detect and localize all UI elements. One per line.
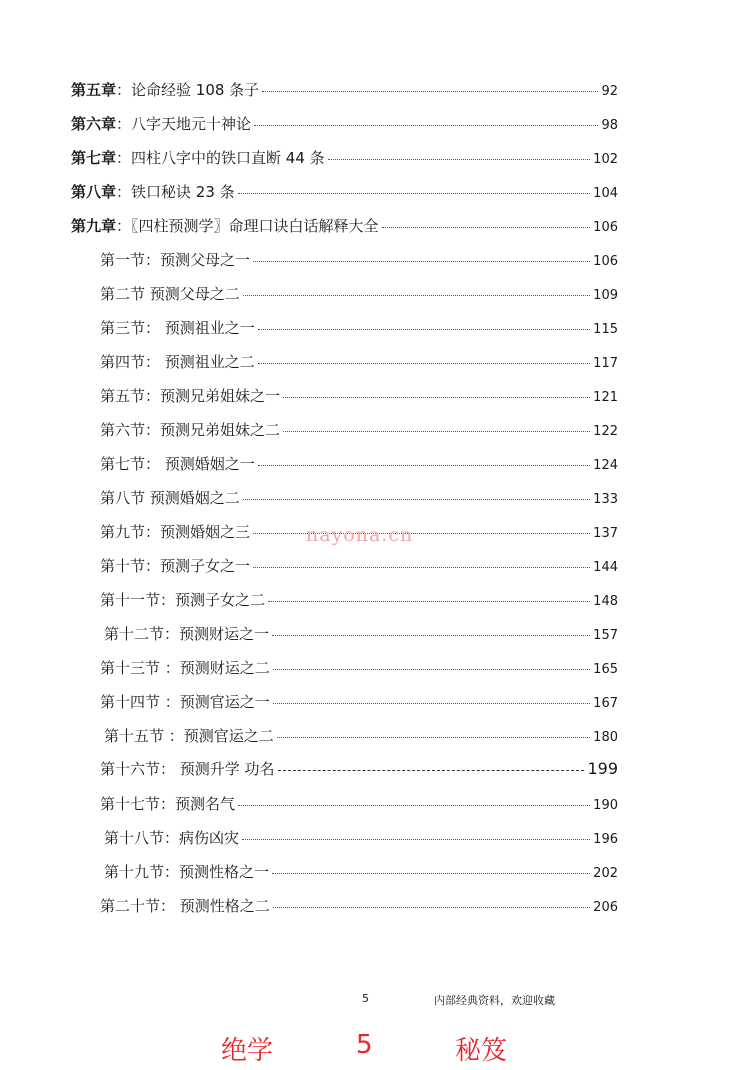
page-number: 106 [593,254,618,269]
toc-chapter-row[interactable] [71,181,618,205]
footer-page-number: 5 [362,992,369,1005]
toc-chapter-row[interactable] [71,147,618,171]
chapter-number: 第九章 [71,217,117,235]
dot-leader [262,91,598,92]
section-title: 第十九节：预测性格之一 [104,863,270,881]
dot-leader [273,703,590,704]
chapter-number: 第六章 [71,115,117,133]
toc-section-row[interactable] [100,758,618,782]
dot-leader [283,431,590,432]
dot-leader [258,363,590,364]
toc-section-row[interactable] [100,385,618,409]
page-number: 190 [593,798,618,813]
page-number: 121 [593,390,618,405]
page-number: 199 [587,759,618,778]
page-number: 122 [593,424,618,439]
toc-section-row[interactable] [100,419,618,443]
toc-section-row[interactable] [100,249,618,273]
page-number: 157 [593,628,618,643]
section-title: 第九节：预测婚姻之三 [100,523,251,541]
section-title: 第五节：预测兄弟姐妹之一 [100,387,281,405]
section-title: 第十五节 ：预测官运之二 [104,727,274,745]
dot-leader [268,601,590,602]
toc-section-row[interactable] [100,453,618,477]
section-title: 第六节：预测兄弟姐妹之二 [100,421,281,439]
dot-leader [328,159,591,160]
chapter-title: ：论命经验 108 条子 [116,81,260,99]
toc-section-row[interactable] [100,351,618,375]
dot-leader [253,261,590,262]
toc-section-row[interactable] [104,861,618,885]
section-title: 第十八节：病伤凶灾 [104,829,240,847]
toc-section-row[interactable] [100,691,618,715]
section-title: 第十节：预测子女之一 [100,557,251,575]
section-title: 第八节 预测婚姻之二 [100,489,240,507]
chapter-title: ：铁口秘诀 23 条 [116,183,235,201]
dot-leader [238,805,590,806]
page-number: 202 [593,866,618,881]
page-number: 117 [593,356,618,371]
dot-leader [243,499,590,500]
page-number: 115 [593,322,618,337]
dash-leader [278,770,585,771]
page-number: 104 [593,186,618,201]
footer-note: 内部经典资料，欢迎收藏 [434,994,555,1007]
page-number: 167 [593,696,618,711]
banner-left-text: 绝学 [221,1036,274,1066]
chapter-title: ：〖四柱预测学〗命理口诀白话解释大全 [116,217,379,235]
chapter-number: 第七章 [71,149,117,167]
dot-leader [243,295,590,296]
dot-leader [277,737,590,738]
dot-leader [272,635,590,636]
toc-section-row[interactable] [104,827,618,851]
page-number: 144 [593,560,618,575]
watermark: nayona.cn [306,524,414,546]
toc-section-row[interactable] [100,555,618,579]
dot-leader [242,839,590,840]
page-number: 124 [593,458,618,473]
page-number: 206 [593,900,618,915]
banner-right-text: 秘笈 [455,1036,508,1066]
dot-leader [253,533,590,534]
section-title: 第十一节：预测子女之二 [100,591,266,609]
toc-section-row[interactable] [104,725,618,749]
page-number: 180 [593,730,618,745]
toc-section-row[interactable] [100,487,618,511]
toc-section-row[interactable] [104,623,618,647]
section-title: 第三节： 预测祖业之一 [100,319,255,337]
toc-section-row[interactable] [100,317,618,341]
page-number: 92 [601,84,618,99]
dot-leader [283,397,590,398]
dot-leader [258,329,590,330]
dot-leader [238,193,591,194]
toc-section-row[interactable] [100,895,618,919]
chapter-number: 第五章 [71,81,117,99]
section-title: 第二节 预测父母之二 [100,285,240,303]
page-number: 109 [593,288,618,303]
banner-center-number: 5 [356,1030,373,1060]
section-title: 第一节：预测父母之一 [100,251,251,269]
dot-leader [382,227,591,228]
dot-leader [273,669,590,670]
page-number: 133 [593,492,618,507]
page-number: 196 [593,832,618,847]
chapter-title: ：四柱八字中的铁口直断 44 条 [116,149,325,167]
page-number: 137 [593,526,618,541]
dot-leader [253,567,590,568]
dot-leader [258,465,590,466]
page-number: 106 [593,220,618,235]
section-title: 第七节： 预测婚姻之一 [100,455,255,473]
section-title: 第四节： 预测祖业之二 [100,353,255,371]
section-title: 第十七节：预测名气 [100,795,236,813]
page-number: 102 [593,152,618,167]
toc-section-row[interactable] [100,657,618,681]
dot-leader [273,907,590,908]
section-title: 第二十节： 预测性格之二 [100,897,270,915]
toc-chapter-row[interactable] [71,113,618,137]
chapter-number: 第八章 [71,183,117,201]
dot-leader [254,125,598,126]
section-title: 第十三节 ：预测财运之二 [100,659,270,677]
page-number: 98 [601,118,618,133]
toc-chapter-row[interactable] [71,79,618,103]
page-number: 165 [593,662,618,677]
section-title: 第十四节 ：预测官运之一 [100,693,270,711]
section-title: 第十二节：预测财运之一 [104,625,270,643]
page-number: 148 [593,594,618,609]
dot-leader [272,873,590,874]
section-title: 第十六节： 预测升学 功名 [100,760,275,778]
toc-section-row[interactable] [100,793,618,817]
toc-chapter-row[interactable] [71,215,618,239]
toc-section-row[interactable] [100,283,618,307]
toc-section-row[interactable] [100,589,618,613]
chapter-title: ：八字天地元十神论 [116,115,252,133]
